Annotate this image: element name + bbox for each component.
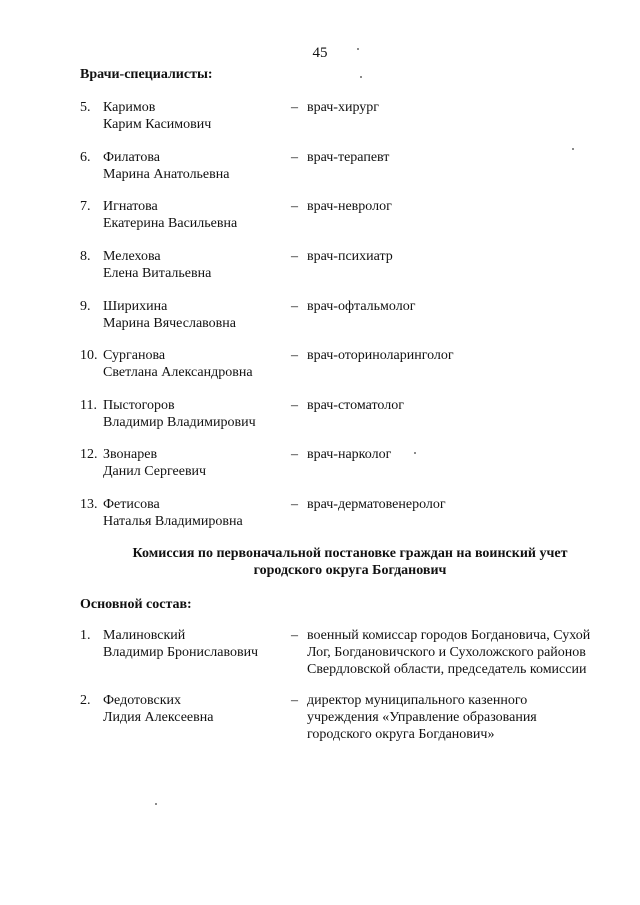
position-line: директор муниципального казенного bbox=[307, 693, 528, 708]
given-names: Карим Касимович bbox=[103, 117, 212, 132]
person-name bbox=[103, 298, 293, 332]
dash: – bbox=[291, 497, 298, 512]
dash: – bbox=[291, 447, 298, 462]
item-number: 11. bbox=[80, 398, 97, 413]
scan-speck bbox=[357, 48, 359, 50]
position: врач-психиатр bbox=[307, 249, 393, 264]
surname: Игнатова bbox=[103, 199, 158, 214]
page-number: 45 bbox=[312, 45, 328, 61]
person-name bbox=[103, 627, 293, 661]
position: врач-хирург bbox=[307, 100, 380, 115]
person-name bbox=[103, 248, 293, 282]
position: врач-невролог bbox=[307, 199, 392, 214]
position-line: Свердловской области, председатель комиссии bbox=[307, 662, 587, 677]
dash: – bbox=[291, 398, 298, 413]
dash: – bbox=[291, 628, 298, 643]
dash: – bbox=[291, 299, 298, 314]
surname: Звонарев bbox=[103, 447, 158, 462]
position: врач-офтальмолог bbox=[307, 299, 416, 314]
surname: Ширихина bbox=[103, 299, 168, 314]
item-number: 8. bbox=[80, 249, 91, 264]
commission-title-line: городского округа Богданович bbox=[253, 563, 447, 578]
given-names: Наталья Владимировна bbox=[103, 514, 243, 529]
dash: – bbox=[291, 249, 298, 264]
surname: Малиновский bbox=[103, 628, 186, 643]
person-name bbox=[103, 149, 293, 183]
position bbox=[307, 692, 620, 743]
dash: – bbox=[291, 199, 298, 214]
given-names: Владимир Владимирович bbox=[103, 415, 256, 430]
item-number: 13. bbox=[80, 497, 98, 512]
person-name bbox=[103, 446, 293, 480]
person-name bbox=[103, 99, 293, 133]
surname: Пыстогоров bbox=[103, 398, 175, 413]
commission-title bbox=[80, 545, 620, 579]
dash: – bbox=[291, 100, 298, 115]
item-number: 10. bbox=[80, 348, 98, 363]
scan-speck bbox=[155, 803, 157, 805]
given-names: Елена Витальевна bbox=[103, 266, 212, 281]
surname: Филатова bbox=[103, 150, 160, 165]
position: врач-оториноларинголог bbox=[307, 348, 454, 363]
item-number: 2. bbox=[80, 693, 91, 708]
surname: Сурганова bbox=[103, 348, 166, 363]
person-name bbox=[103, 397, 293, 431]
given-names: Марина Вячеславовна bbox=[103, 316, 236, 331]
item-number: 1. bbox=[80, 628, 91, 643]
position-line: военный комиссар городов Богдановича, Сухой bbox=[307, 628, 591, 643]
specialists-heading: Врачи-специалисты: bbox=[80, 67, 213, 82]
surname: Федотовских bbox=[103, 693, 181, 708]
dash: – bbox=[291, 150, 298, 165]
surname: Мелехова bbox=[103, 249, 161, 264]
item-number: 12. bbox=[80, 447, 98, 462]
person-name bbox=[103, 347, 293, 381]
given-names: Лидия Алексеевна bbox=[103, 710, 214, 725]
person-name bbox=[103, 198, 293, 232]
item-number: 7. bbox=[80, 199, 91, 214]
dash: – bbox=[291, 348, 298, 363]
position-line: городского округа Богданович» bbox=[307, 727, 495, 742]
person-name bbox=[103, 496, 293, 530]
position: врач-нарколог bbox=[307, 447, 392, 462]
position: врач-терапевт bbox=[307, 150, 390, 165]
item-number: 6. bbox=[80, 150, 91, 165]
surname: Каримов bbox=[103, 100, 156, 115]
scan-speck bbox=[414, 452, 416, 454]
dash: – bbox=[291, 693, 298, 708]
scan-speck bbox=[572, 148, 574, 150]
position-line: учреждения «Управление образования bbox=[307, 710, 537, 725]
commission-title-line: Комиссия по первоначальной постановке граждан на воинский учет bbox=[132, 546, 568, 561]
item-number: 9. bbox=[80, 299, 91, 314]
position-line: Лог, Богдановичского и Сухоложского районов bbox=[307, 645, 586, 660]
scan-speck bbox=[360, 76, 362, 78]
given-names: Светлана Александровна bbox=[103, 365, 253, 380]
main-composition-heading: Основной состав: bbox=[80, 597, 192, 612]
given-names: Владимир Брониславович bbox=[103, 645, 259, 660]
given-names: Екатерина Васильевна bbox=[103, 216, 238, 231]
person-name bbox=[103, 692, 293, 726]
given-names: Марина Анатольевна bbox=[103, 167, 230, 182]
item-number: 5. bbox=[80, 100, 91, 115]
given-names: Данил Сергеевич bbox=[103, 464, 207, 479]
position: врач-дерматовенеролог bbox=[307, 497, 446, 512]
position: врач-стоматолог bbox=[307, 398, 404, 413]
position bbox=[307, 627, 620, 678]
surname: Фетисова bbox=[103, 497, 160, 512]
